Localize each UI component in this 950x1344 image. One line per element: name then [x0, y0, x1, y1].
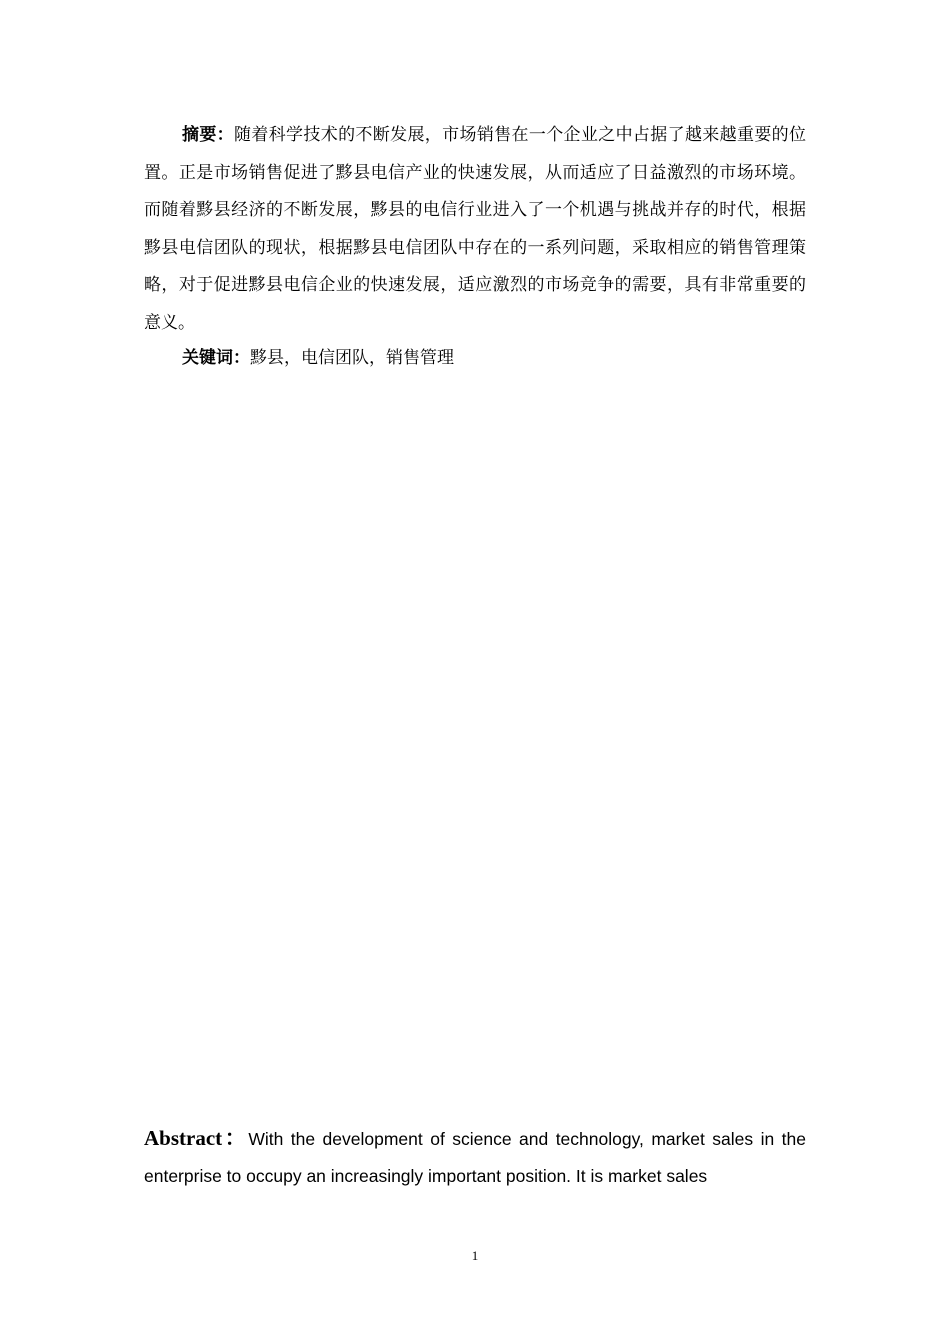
chinese-abstract-text: 随着科学技术的不断发展，市场销售在一个企业之中占据了越来越重要的位置。正是市场销售促进了黟县电信产业的快速发展，从而适应了日益激烈的市场环境。而随着黟县经济的不断发展，黟县的电信行业进入了一个机遇与挑战并存的时代，根据黟县电信团队的现状，根据黟县电信团队中存在的一系列问题，采取相应的销售管理策略，对于促进黟县电信企业的快速发展，适应激烈的市场竞争的需要，具有非常重要的意义。 — [144, 125, 807, 333]
chinese-abstract-paragraph — [144, 117, 806, 342]
english-abstract-label: Abstract： — [144, 1126, 249, 1150]
chinese-keywords-text: 黟县，电信团队，销售管理 — [250, 348, 454, 368]
chinese-keywords-paragraph — [144, 340, 806, 378]
page-number: 1 — [471, 1248, 479, 1263]
english-abstract-paragraph — [144, 1120, 806, 1195]
english-abstract-text: With the development of science and technology, market sales in the enterprise to occupy an increasingly important position. It is market sales — [144, 1129, 806, 1186]
chinese-abstract-label: 摘要： — [182, 125, 235, 145]
chinese-keywords-label: 关键词： — [182, 348, 250, 368]
